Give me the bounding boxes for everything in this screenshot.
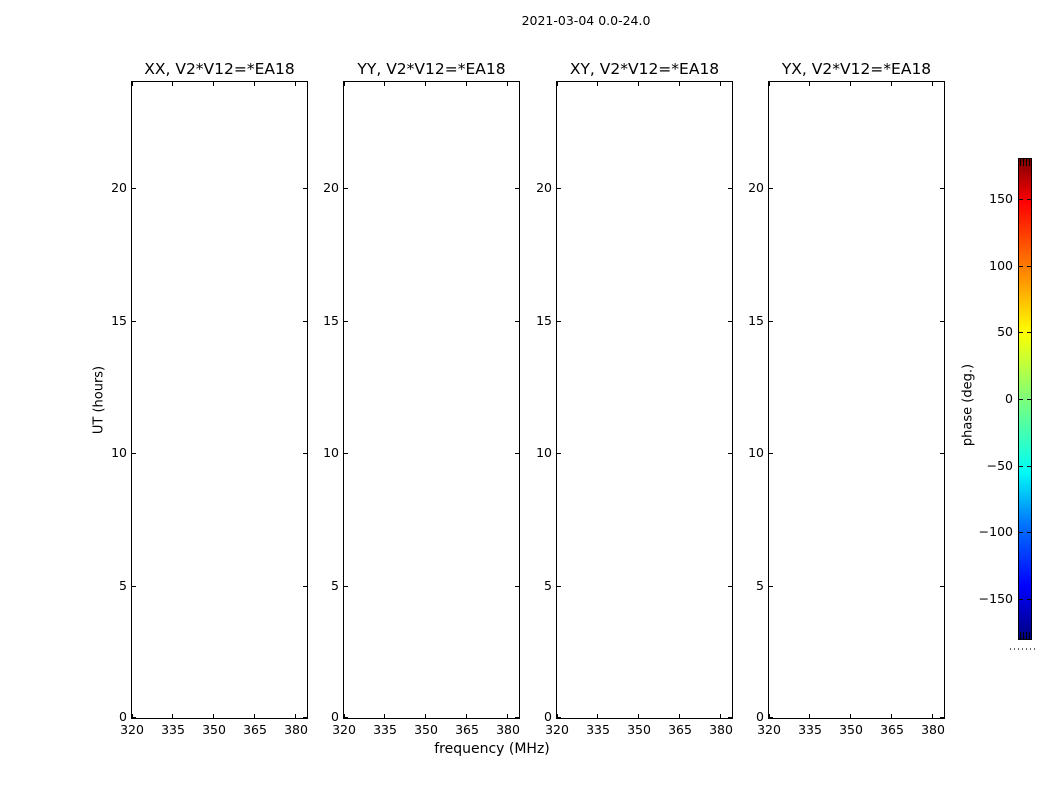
y-tick-mark xyxy=(557,717,561,718)
y-tick-mark xyxy=(132,188,136,189)
y-tick-label: 5 xyxy=(331,578,339,593)
colorbar-tick-label: 150 xyxy=(989,191,1013,206)
y-tick-mark xyxy=(769,188,773,189)
x-tick-label: 365 xyxy=(880,722,904,737)
colorbar-tick-mark xyxy=(1027,332,1031,333)
colorbar-tick-mark xyxy=(1019,332,1023,333)
y-tick-mark xyxy=(728,453,732,454)
x-tick-mark xyxy=(850,714,851,718)
x-tick-label: 380 xyxy=(496,722,520,737)
colorbar-tick-label: −50 xyxy=(986,458,1013,473)
y-tick-mark xyxy=(132,453,136,454)
y-tick-mark xyxy=(303,586,307,587)
x-tick-mark xyxy=(254,714,255,718)
y-tick-mark xyxy=(728,321,732,322)
y-axis-label: UT (hours) xyxy=(91,365,107,435)
colorbar-dotted-mark xyxy=(1010,648,1036,650)
y-tick-mark xyxy=(303,321,307,322)
y-tick-mark xyxy=(769,717,773,718)
y-tick-mark xyxy=(769,453,773,454)
x-tick-label: 350 xyxy=(627,722,651,737)
x-tick-mark xyxy=(597,714,598,718)
figure-title: 2021-03-04 0.0-24.0 xyxy=(521,13,651,28)
y-tick-label: 10 xyxy=(323,445,339,460)
x-tick-label: 335 xyxy=(798,722,822,737)
y-tick-mark xyxy=(303,188,307,189)
x-tick-label: 320 xyxy=(757,722,781,737)
y-tick-label: 20 xyxy=(536,180,552,195)
x-tick-mark xyxy=(638,714,639,718)
x-tick-label: 365 xyxy=(455,722,479,737)
y-tick-label: 20 xyxy=(323,180,339,195)
x-tick-mark xyxy=(769,82,770,86)
y-tick-label: 20 xyxy=(111,180,127,195)
colorbar-top-comb-marks xyxy=(1020,159,1030,166)
y-tick-mark xyxy=(557,586,561,587)
y-tick-label: 15 xyxy=(748,313,764,328)
colorbar-tick-mark xyxy=(1019,399,1023,400)
x-tick-mark xyxy=(891,714,892,718)
subplot-title: XX, V2*V12=*EA18 xyxy=(144,60,295,78)
x-tick-mark xyxy=(295,82,296,86)
y-tick-mark xyxy=(303,717,307,718)
colorbar-tick-mark xyxy=(1019,466,1023,467)
x-tick-label: 335 xyxy=(161,722,185,737)
colorbar-tick-mark xyxy=(1019,266,1023,267)
y-tick-mark xyxy=(769,586,773,587)
x-tick-mark xyxy=(507,82,508,86)
x-axis-label: frequency (MHz) xyxy=(434,741,550,757)
x-tick-mark xyxy=(720,82,721,86)
y-tick-mark xyxy=(132,586,136,587)
colorbar-tick-label: 50 xyxy=(997,324,1013,339)
x-tick-mark xyxy=(213,82,214,86)
subplot-title: XY, V2*V12=*EA18 xyxy=(569,60,720,78)
y-tick-label: 15 xyxy=(111,313,127,328)
x-tick-mark xyxy=(384,714,385,718)
y-tick-label: 0 xyxy=(331,709,339,724)
x-tick-mark xyxy=(638,82,639,86)
y-tick-mark xyxy=(344,586,348,587)
colorbar-tick-mark xyxy=(1027,466,1031,467)
y-tick-mark xyxy=(344,453,348,454)
x-tick-mark xyxy=(720,714,721,718)
x-tick-mark xyxy=(425,82,426,86)
colorbar-tick-label: −100 xyxy=(978,524,1013,539)
y-tick-mark xyxy=(132,321,136,322)
x-tick-label: 320 xyxy=(120,722,144,737)
y-tick-label: 10 xyxy=(111,445,127,460)
y-tick-mark xyxy=(940,717,944,718)
colorbar-label: phase (deg.) xyxy=(960,363,976,447)
y-tick-mark xyxy=(769,321,773,322)
x-tick-mark xyxy=(809,714,810,718)
x-tick-label: 320 xyxy=(332,722,356,737)
x-tick-mark xyxy=(597,82,598,86)
colorbar-tick-mark xyxy=(1027,532,1031,533)
y-tick-mark xyxy=(344,717,348,718)
x-tick-label: 380 xyxy=(284,722,308,737)
colorbar-tick-mark xyxy=(1019,532,1023,533)
colorbar-tick-mark xyxy=(1027,266,1031,267)
colorbar-tick-label: 0 xyxy=(1005,391,1013,406)
x-tick-mark xyxy=(213,714,214,718)
x-tick-mark xyxy=(850,82,851,86)
colorbar-tick-mark xyxy=(1027,399,1031,400)
y-tick-label: 20 xyxy=(748,180,764,195)
y-tick-label: 0 xyxy=(544,709,552,724)
colorbar-tick-mark xyxy=(1027,199,1031,200)
x-tick-mark xyxy=(172,82,173,86)
x-tick-mark xyxy=(344,82,345,86)
x-tick-mark xyxy=(132,82,133,86)
y-tick-mark xyxy=(557,188,561,189)
x-tick-label: 380 xyxy=(709,722,733,737)
x-tick-label: 350 xyxy=(839,722,863,737)
x-tick-mark xyxy=(172,714,173,718)
y-tick-mark xyxy=(303,453,307,454)
x-tick-label: 365 xyxy=(668,722,692,737)
x-tick-label: 350 xyxy=(414,722,438,737)
x-tick-mark xyxy=(466,714,467,718)
y-tick-label: 5 xyxy=(756,578,764,593)
y-tick-label: 0 xyxy=(119,709,127,724)
x-tick-label: 365 xyxy=(243,722,267,737)
x-tick-mark xyxy=(425,714,426,718)
y-tick-mark xyxy=(557,453,561,454)
x-tick-mark xyxy=(679,714,680,718)
colorbar-tick-mark xyxy=(1019,199,1023,200)
colorbar-tick-label: −150 xyxy=(978,591,1013,606)
y-tick-mark xyxy=(940,586,944,587)
y-tick-mark xyxy=(515,453,519,454)
y-tick-mark xyxy=(728,586,732,587)
x-tick-mark xyxy=(557,82,558,86)
colorbar-bottom-comb-marks xyxy=(1020,632,1030,639)
y-tick-mark xyxy=(515,586,519,587)
x-tick-label: 380 xyxy=(921,722,945,737)
y-tick-label: 0 xyxy=(756,709,764,724)
y-tick-mark xyxy=(132,717,136,718)
x-tick-mark xyxy=(679,82,680,86)
y-tick-mark xyxy=(515,188,519,189)
subplot-yy xyxy=(323,60,520,737)
x-tick-mark xyxy=(384,82,385,86)
subplot-xy xyxy=(536,60,733,737)
colorbar-tick-mark xyxy=(1027,599,1031,600)
y-tick-mark xyxy=(557,321,561,322)
x-tick-label: 335 xyxy=(373,722,397,737)
y-tick-label: 5 xyxy=(119,578,127,593)
colorbar-tick-mark xyxy=(1019,599,1023,600)
y-tick-mark xyxy=(940,453,944,454)
subplot-yx xyxy=(748,60,945,737)
x-tick-mark xyxy=(466,82,467,86)
y-tick-mark xyxy=(940,321,944,322)
y-tick-mark xyxy=(728,188,732,189)
y-tick-mark xyxy=(940,188,944,189)
y-tick-label: 5 xyxy=(544,578,552,593)
colorbar xyxy=(978,158,1032,640)
x-tick-mark xyxy=(809,82,810,86)
y-tick-mark xyxy=(344,188,348,189)
x-tick-mark xyxy=(932,714,933,718)
x-tick-label: 335 xyxy=(586,722,610,737)
subplot-title: YY, V2*V12=*EA18 xyxy=(357,60,506,78)
x-tick-mark xyxy=(891,82,892,86)
x-tick-mark xyxy=(932,82,933,86)
y-tick-mark xyxy=(515,321,519,322)
y-tick-mark xyxy=(515,717,519,718)
subplot-title: YX, V2*V12=*EA18 xyxy=(781,60,932,78)
y-tick-mark xyxy=(728,717,732,718)
y-tick-label: 15 xyxy=(323,313,339,328)
x-tick-label: 350 xyxy=(202,722,226,737)
x-tick-label: 320 xyxy=(545,722,569,737)
colorbar-tick-label: 100 xyxy=(989,258,1013,273)
x-tick-mark xyxy=(295,714,296,718)
x-tick-mark xyxy=(254,82,255,86)
y-tick-label: 15 xyxy=(536,313,552,328)
subplot-xx xyxy=(111,60,308,737)
y-tick-label: 10 xyxy=(748,445,764,460)
y-tick-label: 10 xyxy=(536,445,552,460)
x-tick-mark xyxy=(507,714,508,718)
y-tick-mark xyxy=(344,321,348,322)
